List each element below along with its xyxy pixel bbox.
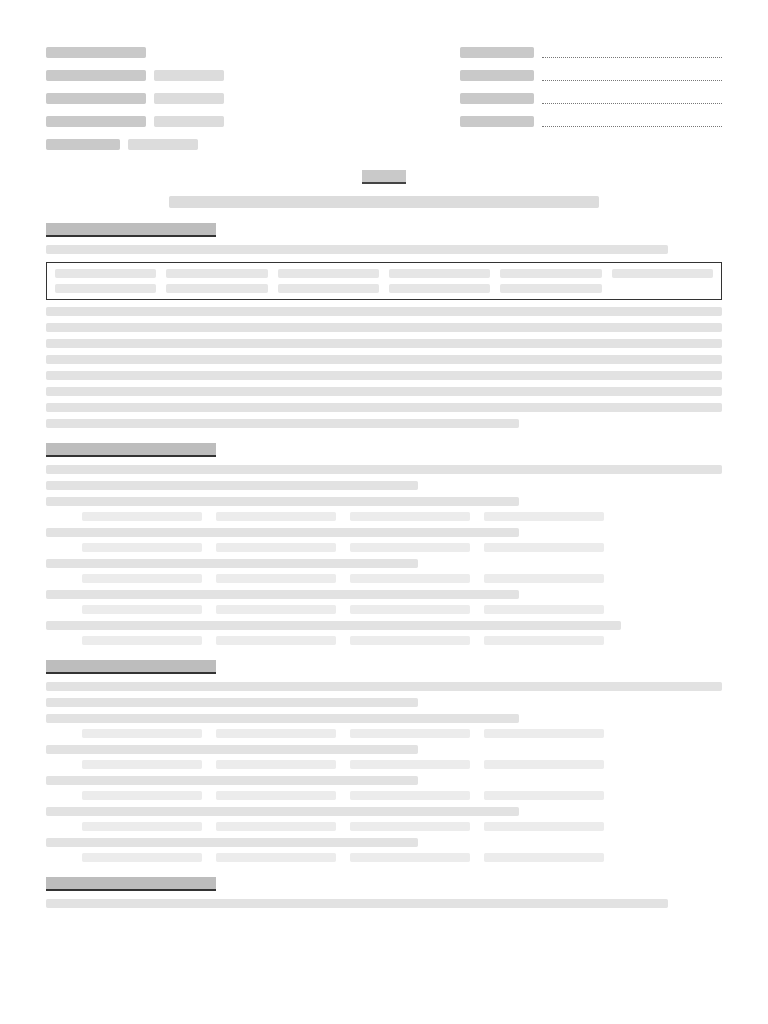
answer-options (82, 543, 722, 552)
part-2-section (46, 442, 722, 645)
word-option (166, 269, 267, 278)
answer-option (350, 574, 470, 583)
answer-option (82, 729, 202, 738)
header-label (460, 47, 534, 58)
text-line (46, 307, 722, 316)
header-label (460, 116, 534, 127)
section-heading (46, 222, 722, 238)
fill-line (542, 116, 722, 127)
header-label (46, 116, 146, 127)
text-line (46, 745, 418, 754)
answer-options (82, 605, 722, 614)
answer-option (350, 791, 470, 800)
text-line (46, 528, 519, 537)
fill-line (542, 93, 722, 104)
answer-option (350, 729, 470, 738)
text-line (46, 465, 722, 474)
answer-option (216, 543, 336, 552)
answer-option (216, 760, 336, 769)
exam-instruction (169, 196, 599, 208)
section-title (46, 660, 216, 674)
part-4-section (46, 876, 722, 908)
exam-header (46, 44, 722, 164)
answer-options (82, 636, 722, 645)
word-option (166, 284, 267, 293)
header-value (154, 70, 224, 81)
text-line (46, 590, 519, 599)
text-line (46, 245, 668, 254)
section-heading (46, 876, 722, 892)
header-row (460, 113, 722, 129)
answer-option (216, 729, 336, 738)
header-row (46, 67, 426, 83)
answer-option (350, 760, 470, 769)
answer-options (82, 512, 722, 521)
header-row (460, 44, 722, 60)
answer-option (484, 574, 604, 583)
answer-option (82, 636, 202, 645)
answer-option (350, 605, 470, 614)
answer-option (216, 512, 336, 521)
word-option (278, 269, 379, 278)
header-row (46, 136, 426, 152)
text-line (46, 714, 519, 723)
header-label (460, 93, 534, 104)
answer-option (484, 822, 604, 831)
answer-option (484, 512, 604, 521)
word-box (46, 262, 722, 300)
part-3-section (46, 659, 722, 862)
header-label (46, 139, 120, 150)
header-label (46, 47, 146, 58)
text-line (46, 807, 519, 816)
text-line (46, 403, 722, 412)
header-row (460, 67, 722, 83)
text-line (46, 682, 722, 691)
exam-title (362, 170, 406, 184)
answer-option (484, 543, 604, 552)
section-heading (46, 442, 722, 458)
header-left (46, 44, 426, 164)
header-row (46, 44, 426, 60)
answer-option (484, 760, 604, 769)
answer-option (484, 636, 604, 645)
answer-options (82, 729, 722, 738)
header-value (154, 116, 224, 127)
answer-option (216, 636, 336, 645)
word-option (389, 269, 490, 278)
header-row (46, 90, 426, 106)
answer-option (82, 760, 202, 769)
answer-option (350, 636, 470, 645)
header-row (46, 113, 426, 129)
text-line (46, 355, 722, 364)
text-line (46, 621, 621, 630)
answer-options (82, 574, 722, 583)
answer-option (82, 543, 202, 552)
fill-line (542, 47, 722, 58)
text-line (46, 698, 418, 707)
answer-option (82, 512, 202, 521)
text-line (46, 481, 418, 490)
answer-option (216, 605, 336, 614)
word-option (55, 269, 156, 278)
text-line (46, 497, 519, 506)
answer-option (82, 791, 202, 800)
answer-option (216, 853, 336, 862)
header-row (460, 90, 722, 106)
section-title (46, 877, 216, 891)
header-label (460, 70, 534, 81)
text-line (46, 838, 418, 847)
answer-option (82, 853, 202, 862)
part-1-section (46, 222, 722, 428)
text-line (46, 419, 519, 428)
answer-options (82, 822, 722, 831)
text-line (46, 387, 722, 396)
answer-option (350, 822, 470, 831)
answer-option (484, 853, 604, 862)
header-right (460, 44, 722, 164)
word-option (500, 284, 601, 293)
answer-option (350, 543, 470, 552)
text-line (46, 776, 418, 785)
section-heading (46, 659, 722, 675)
header-value (154, 93, 224, 104)
answer-option (350, 512, 470, 521)
text-line (46, 559, 418, 568)
word-option (278, 284, 379, 293)
header-label (46, 93, 146, 104)
section-title (46, 223, 216, 237)
word-option (55, 284, 156, 293)
text-line (46, 899, 668, 908)
answer-options (82, 791, 722, 800)
answer-option (82, 605, 202, 614)
title-block (46, 170, 722, 208)
answer-options (82, 853, 722, 862)
text-line (46, 339, 722, 348)
answer-option (350, 853, 470, 862)
text-line (46, 323, 722, 332)
header-value (128, 139, 198, 150)
word-option (612, 269, 713, 278)
answer-options (82, 760, 722, 769)
word-option (389, 284, 490, 293)
header-label (46, 70, 146, 81)
answer-option (216, 791, 336, 800)
answer-option (216, 822, 336, 831)
answer-option (216, 574, 336, 583)
answer-option (82, 574, 202, 583)
answer-option (484, 729, 604, 738)
text-line (46, 371, 722, 380)
answer-option (82, 822, 202, 831)
fill-line (542, 70, 722, 81)
answer-option (484, 791, 604, 800)
answer-option (484, 605, 604, 614)
section-title (46, 443, 216, 457)
word-option (500, 269, 601, 278)
